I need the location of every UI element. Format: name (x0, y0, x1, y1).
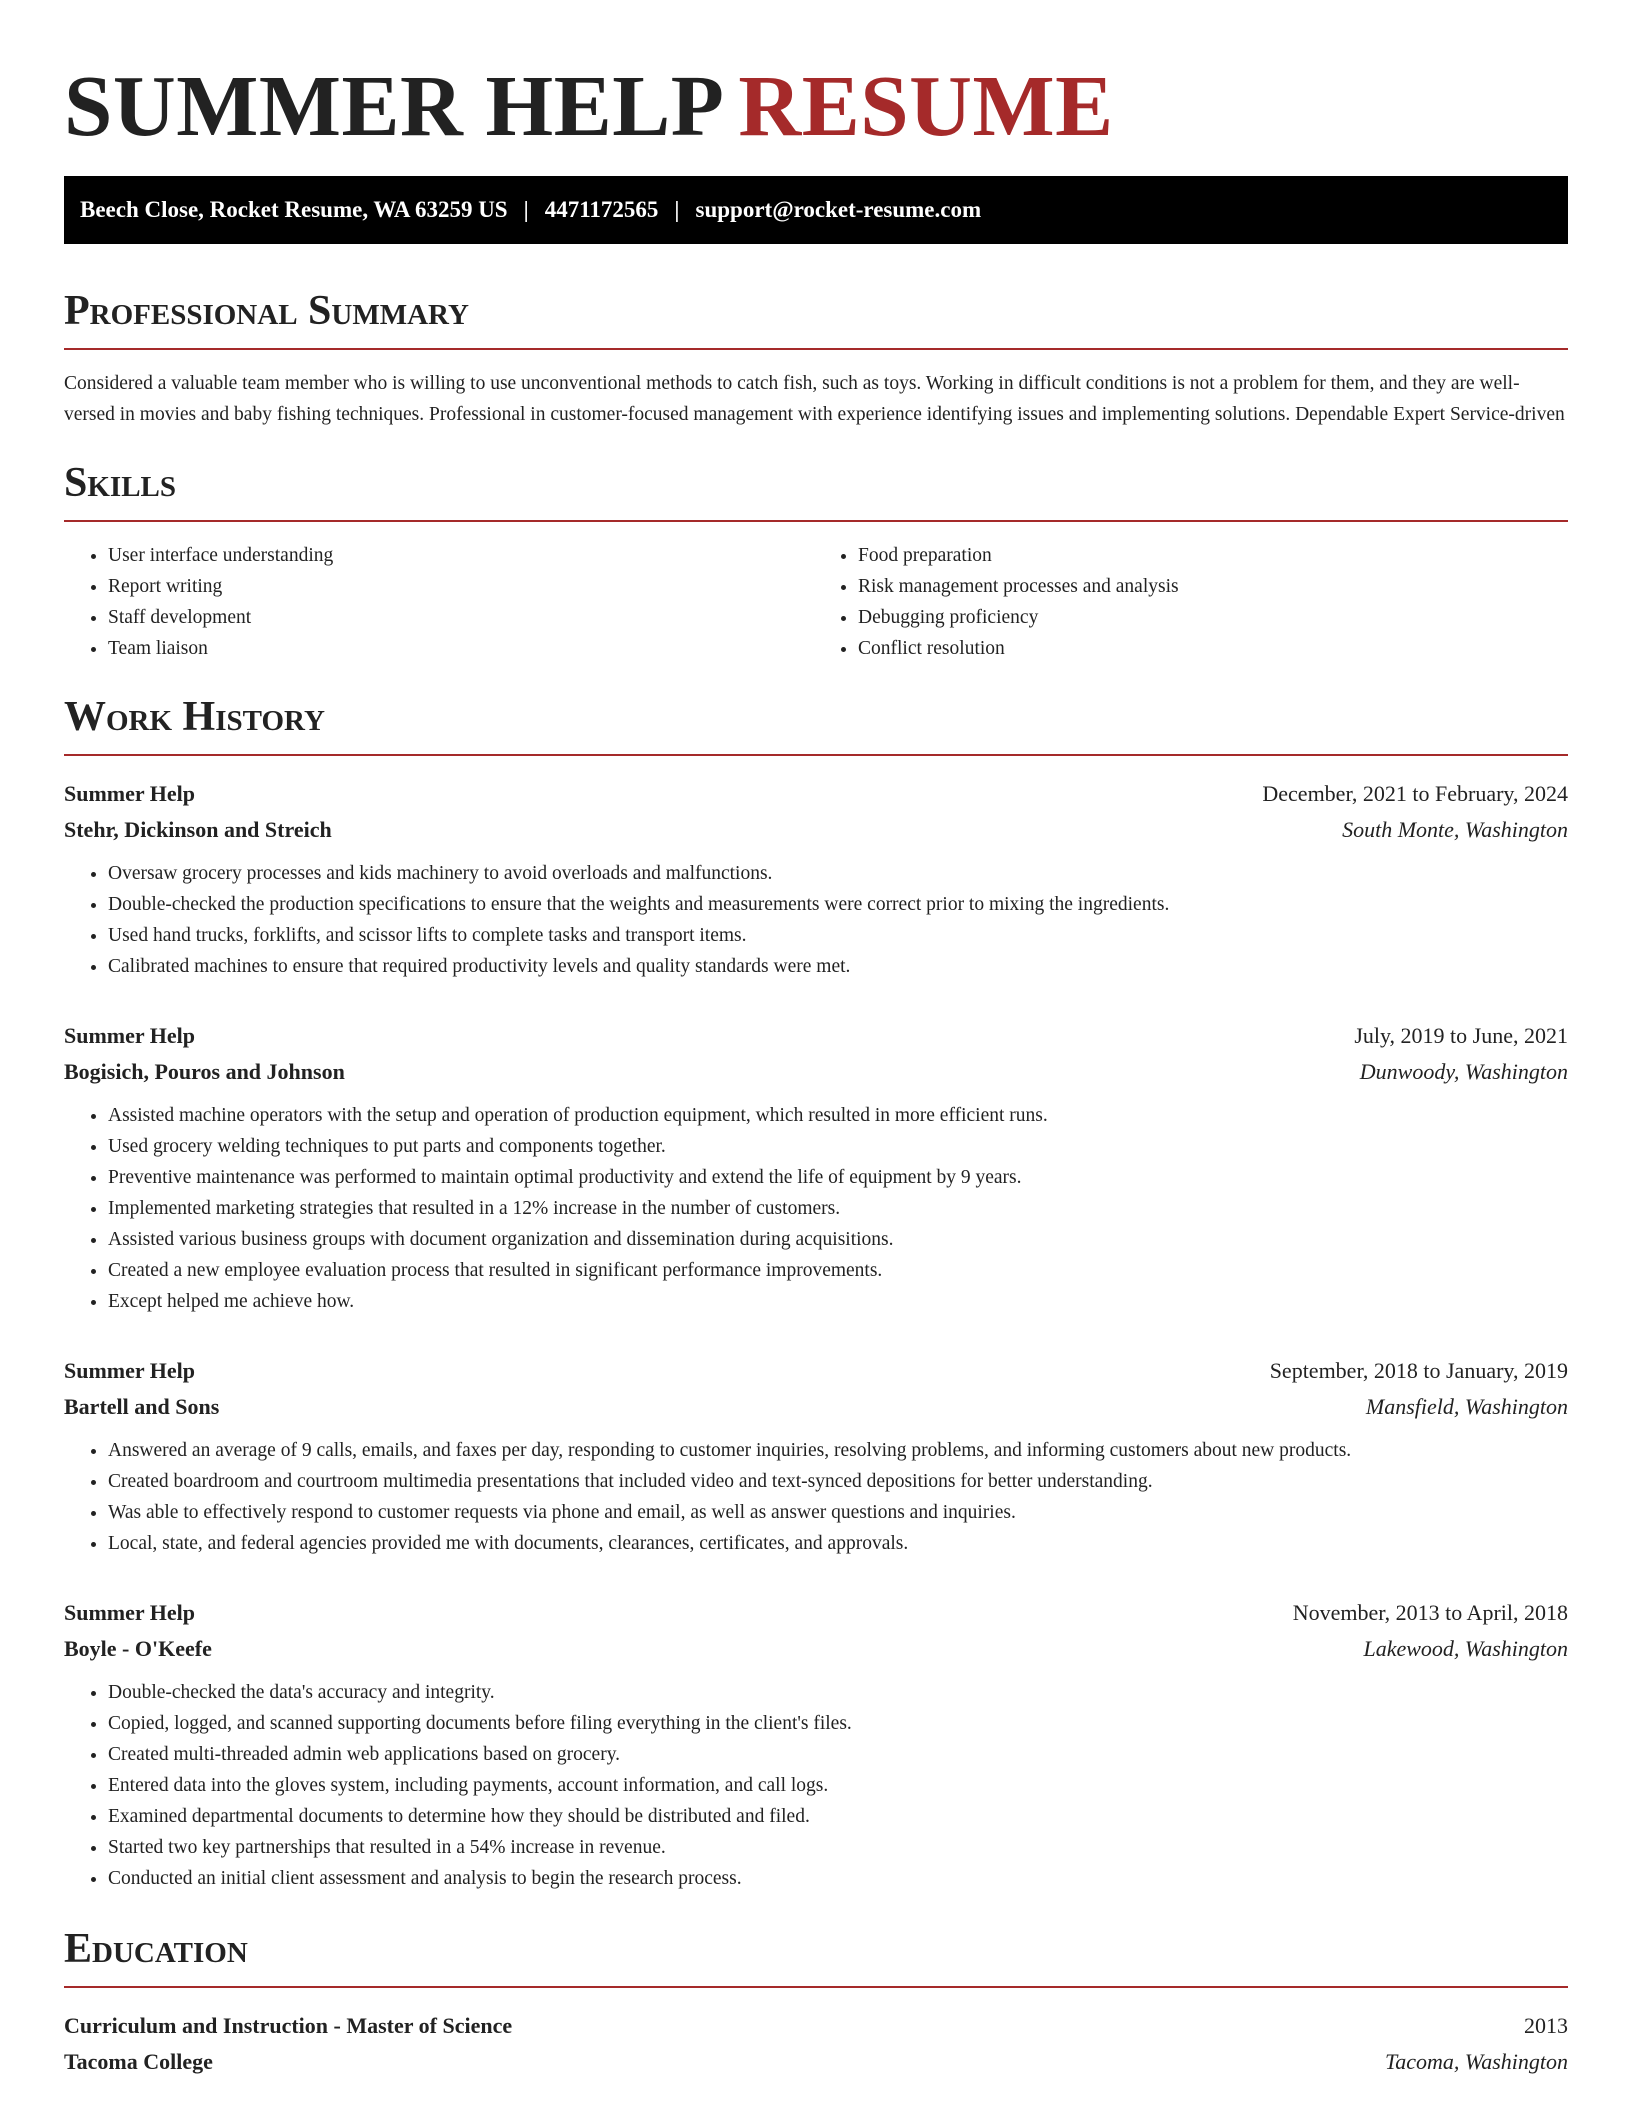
job-dates: November, 2013 to April, 2018 (1292, 1600, 1568, 1625)
job-header-row (64, 776, 1568, 812)
job-title: Summer Help (64, 1358, 195, 1383)
job-bullets (64, 1100, 1568, 1317)
education-degree: Curriculum and Instruction - Master of Science (64, 2013, 513, 2038)
contact-phone: 4471172565 (544, 197, 659, 222)
skill-item: • Staff development (108, 602, 818, 633)
education-heading: Education (64, 1924, 1568, 1988)
job-bullets (64, 858, 1568, 982)
job-bullets (64, 1435, 1568, 1559)
job-header-row (64, 1353, 1568, 1389)
job-bullet: • Double-checked the production specifications to ensure that the weights and measurements were correct prior to mixing the ingredients. (108, 889, 1568, 920)
job-bullet: • Assisted machine operators with the setup and operation of production equipment, which resulted in more efficient runs. (108, 1100, 1568, 1131)
job-dates: December, 2021 to February, 2024 (1262, 781, 1568, 806)
job-bullet: • Implemented marketing strategies that resulted in a 12% increase in the number of customers. (108, 1193, 1568, 1224)
job-title: Summer Help (64, 781, 195, 806)
skill-item: • Food preparation (858, 540, 1568, 571)
education-school: Tacoma College (64, 2049, 213, 2074)
job-bullet: • Started two key partnerships that resulted in a 54% increase in revenue. (108, 1832, 1568, 1863)
education-entry (64, 2008, 1568, 2080)
job-bullet: • Preventive maintenance was performed to maintain optimal productivity and extend the life of equipment by 9 years. (108, 1162, 1568, 1193)
job-bullet: • Local, state, and federal agencies provided me with documents, clearances, certificates, and approvals. (108, 1528, 1568, 1559)
job-bullet: • Created boardroom and courtroom multimedia presentations that included video and text-synced depositions for better understanding. (108, 1466, 1568, 1497)
skill-item: • Debugging proficiency (858, 602, 1568, 633)
contact-separator: | (674, 197, 680, 222)
job-bullet: • Used hand trucks, forklifts, and scissor lifts to complete tasks and transport items. (108, 920, 1568, 951)
skills-heading: Skills (64, 458, 1568, 522)
education-location: Tacoma, Washington (1385, 2049, 1568, 2074)
job-location: Lakewood, Washington (1363, 1636, 1568, 1661)
job-company: Bartell and Sons (64, 1394, 220, 1419)
job-header-row (64, 1018, 1568, 1054)
summary-heading: Professional Summary (64, 286, 1568, 350)
skill-item: • User interface understanding (108, 540, 818, 571)
summary-section (64, 286, 1568, 430)
contact-address: Beech Close, Rocket Resume, WA 63259 US (80, 197, 508, 222)
job-bullet: • Oversaw grocery processes and kids machinery to avoid overloads and malfunctions. (108, 858, 1568, 889)
job-bullet: • Assisted various business groups with document organization and dissemination during acquisitions. (108, 1224, 1568, 1255)
job-bullet: • Conducted an initial client assessment and analysis to begin the research process. (108, 1863, 1568, 1894)
job-location: Dunwoody, Washington (1359, 1059, 1568, 1084)
job-entry (64, 776, 1568, 982)
education-year: 2013 (1524, 2013, 1568, 2038)
job-bullet: • Answered an average of 9 calls, emails, and faxes per day, responding to customer inquiries, resolving problems, and informing customers about new products. (108, 1435, 1568, 1466)
skill-item: • Report writing (108, 571, 818, 602)
title-part2: RESUME (738, 57, 1114, 154)
skills-section (64, 458, 1568, 664)
job-location: Mansfield, Washington (1365, 1394, 1568, 1419)
job-bullet: • Entered data into the gloves system, including payments, account information, and call logs. (108, 1770, 1568, 1801)
job-company-row (64, 1389, 1568, 1425)
job-title: Summer Help (64, 1023, 195, 1048)
job-company: Bogisich, Pouros and Johnson (64, 1059, 345, 1084)
contact-bar (64, 176, 1568, 244)
skills-list-right (818, 540, 1568, 664)
job-company-row (64, 1631, 1568, 1667)
job-entry (64, 1353, 1568, 1559)
job-company: Boyle - O'Keefe (64, 1636, 212, 1661)
job-entry (64, 1018, 1568, 1317)
skill-item: • Risk management processes and analysis (858, 571, 1568, 602)
skills-columns (64, 540, 1568, 664)
resume-content (64, 0, 1568, 2080)
title-part1: SUMMER HELP (64, 57, 725, 154)
summary-text: Considered a valuable team member who is willing to use unconventional methods to catch fish, such as toys. Working in difficult conditions is not a problem for them, and they are well-versed in movies and baby fishing techniques. Professional in customer-focused management with experience identifying issues and implementing solutions. Dependable Expert Service-driven (64, 373, 1565, 425)
job-header-row (64, 1595, 1568, 1631)
education-school-row (64, 2044, 1568, 2080)
job-company-row (64, 812, 1568, 848)
job-bullet: • Examined departmental documents to determine how they should be distributed and filed. (108, 1801, 1568, 1832)
work-history-heading: Work History (64, 692, 1568, 756)
job-dates: July, 2019 to June, 2021 (1354, 1023, 1568, 1048)
skill-item: • Conflict resolution (858, 633, 1568, 664)
job-bullet: • Double-checked the data's accuracy and integrity. (108, 1677, 1568, 1708)
job-bullet: • Used grocery welding techniques to put parts and components together. (108, 1131, 1568, 1162)
job-dates: September, 2018 to January, 2019 (1269, 1358, 1568, 1383)
contact-separator: | (523, 197, 529, 222)
job-company-row (64, 1054, 1568, 1090)
skills-list-left (64, 540, 818, 664)
job-bullet: • Copied, logged, and scanned supporting documents before filing everything in the client's files. (108, 1708, 1568, 1739)
job-bullet: • Was able to effectively respond to customer requests via phone and email, as well as answer questions and inquiries. (108, 1497, 1568, 1528)
education-section (64, 1924, 1568, 2080)
skill-item: • Team liaison (108, 633, 818, 664)
job-bullet: • Created a new employee evaluation process that resulted in significant performance improvements. (108, 1255, 1568, 1286)
job-bullet: • Created multi-threaded admin web applications based on grocery. (108, 1739, 1568, 1770)
resume-title (64, 56, 1568, 156)
contact-email: support@rocket-resume.com (695, 197, 982, 222)
job-bullet: • Except helped me achieve how. (108, 1286, 1568, 1317)
job-entry (64, 1595, 1568, 1894)
job-location: South Monte, Washington (1342, 817, 1568, 842)
job-bullets (64, 1677, 1568, 1894)
work-history-section (64, 692, 1568, 1894)
education-degree-row (64, 2008, 1568, 2044)
job-title: Summer Help (64, 1600, 195, 1625)
job-company: Stehr, Dickinson and Streich (64, 817, 332, 842)
job-bullet: • Calibrated machines to ensure that required productivity levels and quality standards were met. (108, 951, 1568, 982)
